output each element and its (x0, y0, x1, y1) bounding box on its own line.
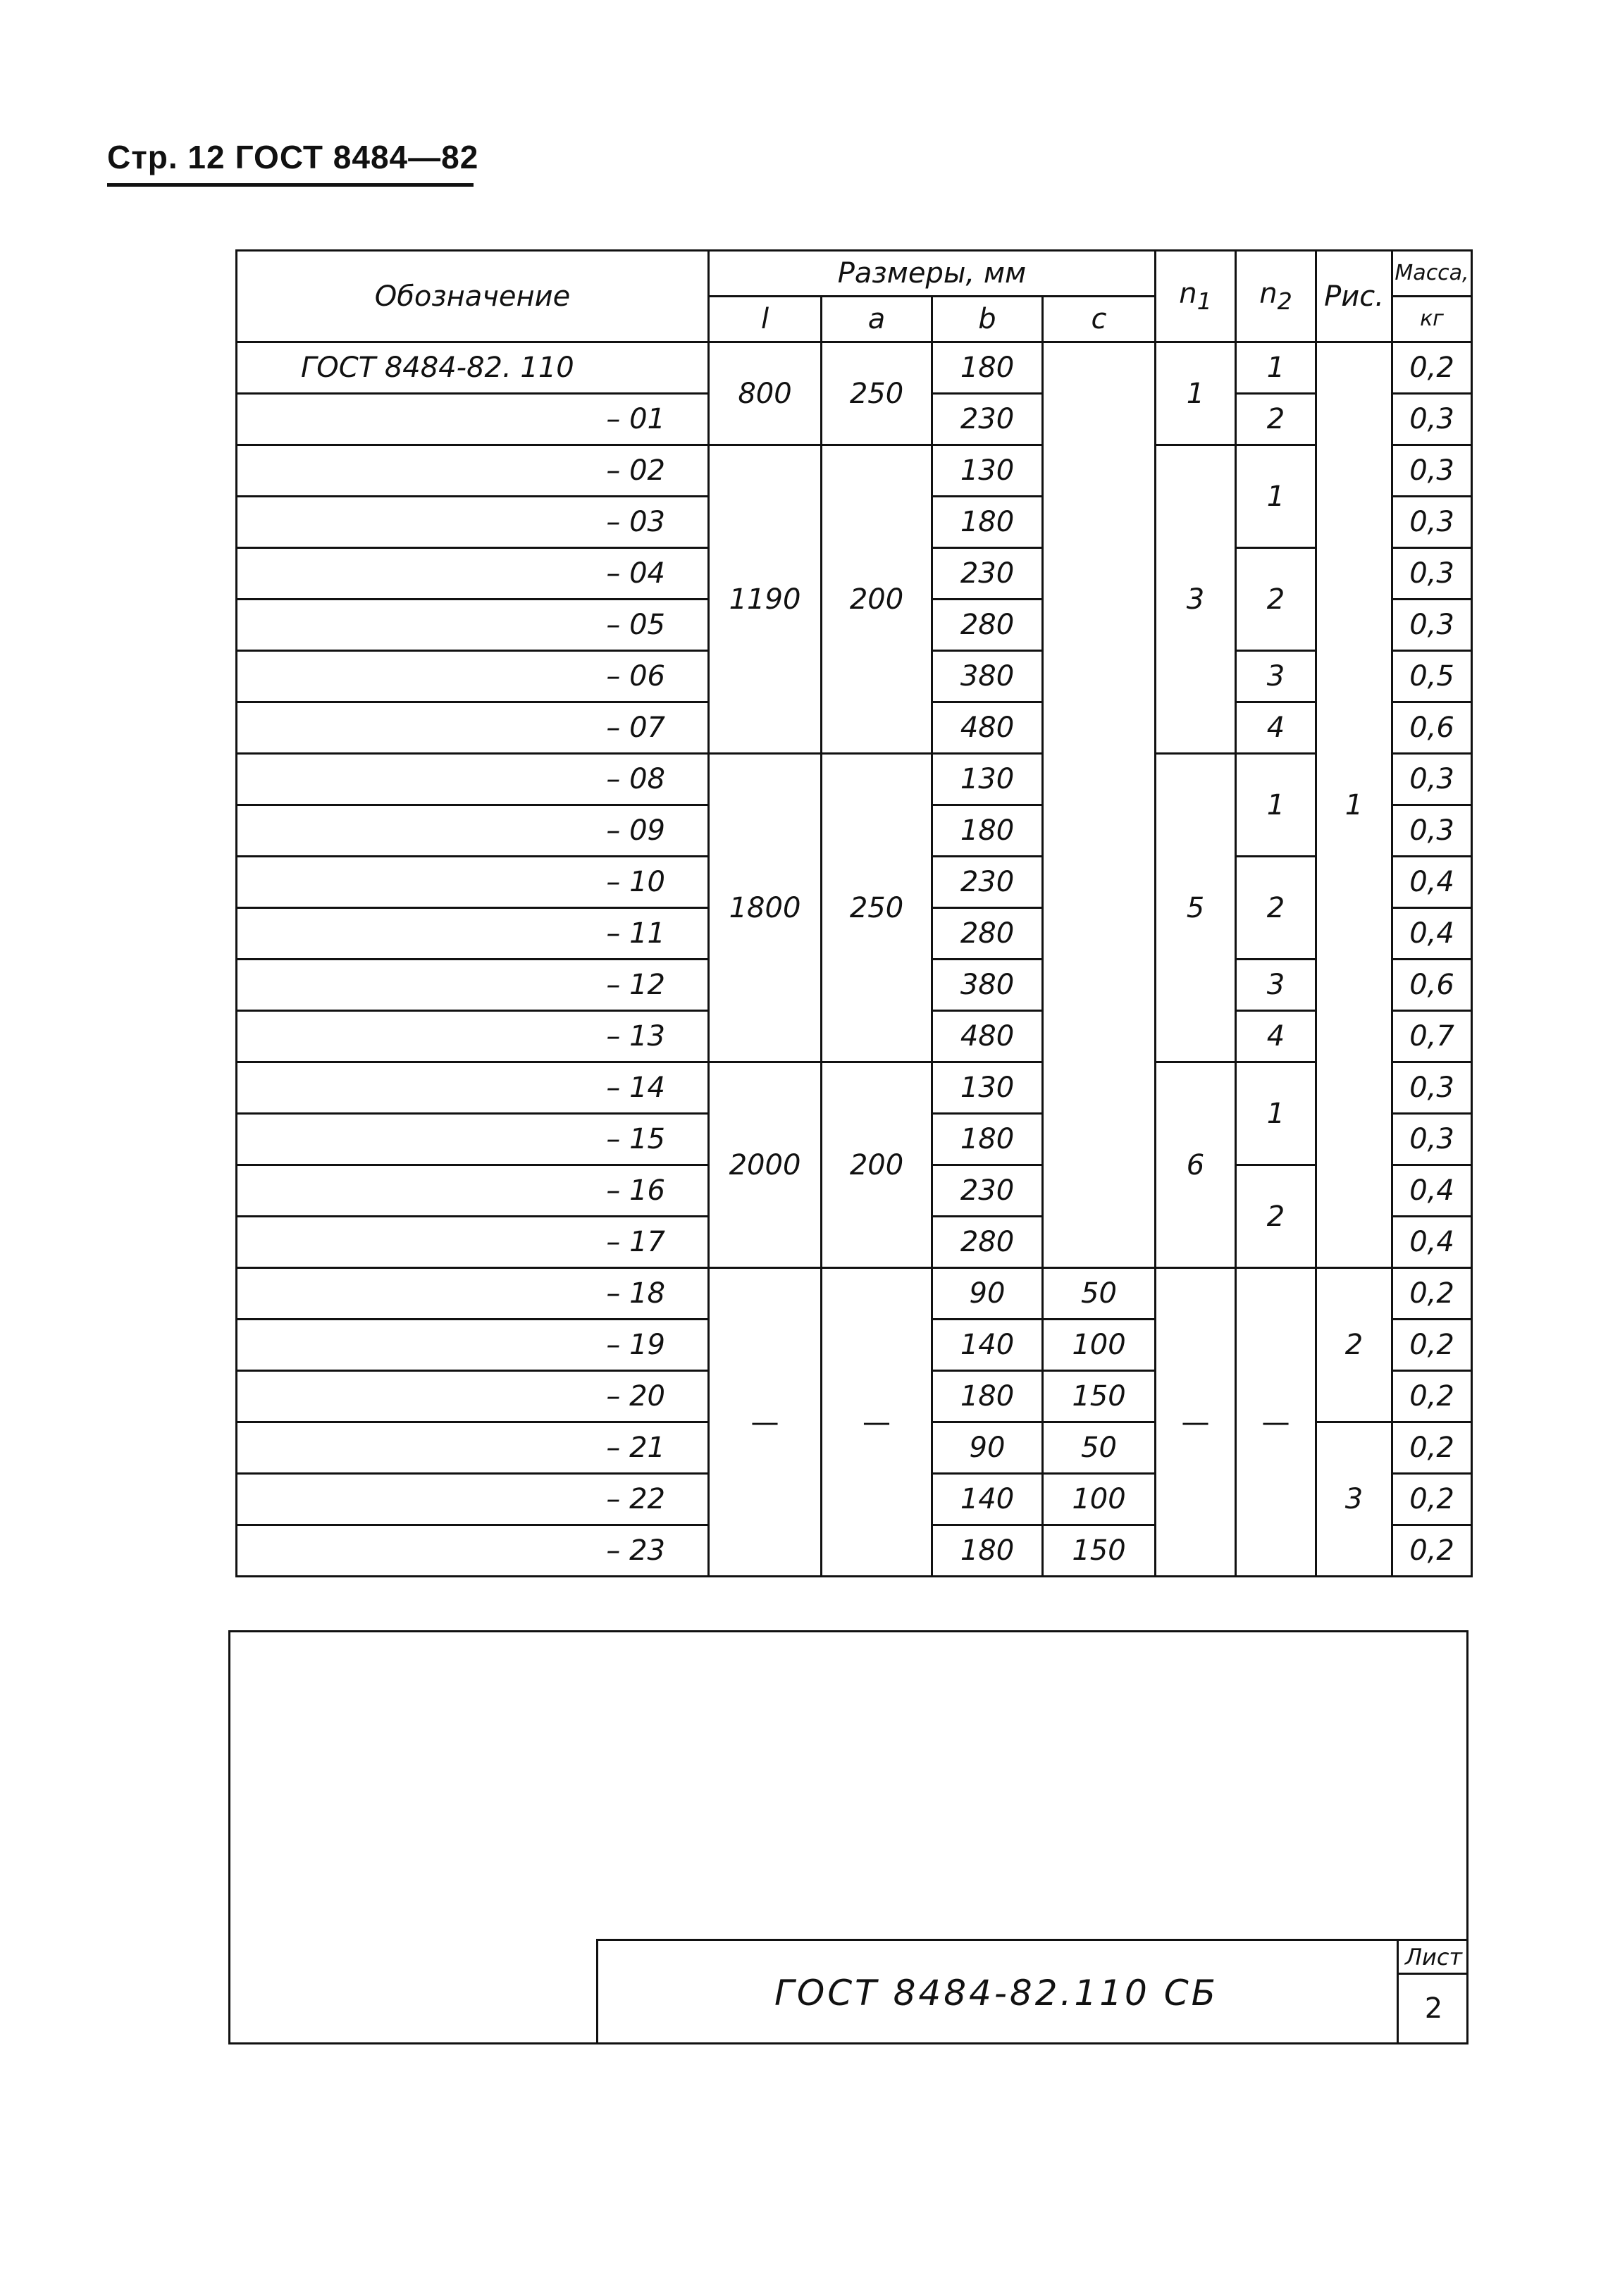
n2-cell: 1 (1236, 754, 1316, 857)
designation-cell: – 03 (237, 497, 709, 548)
n1-cell: 1 (1156, 342, 1236, 445)
table-row (237, 342, 1472, 394)
mass-cell: 0,7 (1392, 1011, 1472, 1062)
spec-table (235, 249, 1473, 1577)
b-cell: 180 (932, 805, 1043, 857)
b-cell: 180 (932, 1371, 1043, 1422)
mass-cell: 0,3 (1392, 1114, 1472, 1165)
mass-cell: 0,3 (1392, 754, 1472, 805)
sheet-label: Лист (1399, 1941, 1468, 1975)
n2-cell: 2 (1236, 394, 1316, 445)
a-cell: 200 (822, 445, 932, 754)
designation-cell: – 04 (237, 548, 709, 600)
mass-cell: 0,5 (1392, 651, 1472, 702)
header-n2: $n_2$ (1236, 251, 1316, 342)
table-row (237, 1062, 1472, 1114)
header-b: b (932, 297, 1043, 342)
b-cell: 230 (932, 1165, 1043, 1217)
designation-cell: – 21 (237, 1422, 709, 1474)
b-cell: 130 (932, 754, 1043, 805)
b-cell: 130 (932, 445, 1043, 497)
header-row-1 (237, 251, 1472, 297)
designation-cell: – 20 (237, 1371, 709, 1422)
c-cell-empty (1043, 342, 1156, 1268)
c-cell: 150 (1043, 1525, 1156, 1577)
mass-cell: 0,3 (1392, 394, 1472, 445)
table-row (237, 445, 1472, 497)
a-cell: 250 (822, 342, 932, 445)
designation-cell: – 16 (237, 1165, 709, 1217)
table-row (237, 1268, 1472, 1320)
n2-cell: 2 (1236, 857, 1316, 960)
mass-cell: 0,2 (1392, 1474, 1472, 1525)
designation-cell: – 07 (237, 702, 709, 754)
mass-cell: 0,6 (1392, 702, 1472, 754)
n1-cell: 5 (1156, 754, 1236, 1062)
fig-cell: 2 (1316, 1268, 1392, 1422)
b-cell: 140 (932, 1320, 1043, 1371)
header-rule (107, 183, 474, 187)
sheet-box (1397, 1941, 1468, 2044)
header-dimensions: Размеры, мм (709, 251, 1156, 297)
a-cell: 250 (822, 754, 932, 1062)
b-cell: 280 (932, 1217, 1043, 1268)
n2-cell: 4 (1236, 1011, 1316, 1062)
mass-cell: 0,4 (1392, 857, 1472, 908)
designation-cell: – 17 (237, 1217, 709, 1268)
designation-cell: – 12 (237, 960, 709, 1011)
title-block (596, 1939, 1468, 2044)
l-cell: 800 (709, 342, 822, 445)
b-cell: 280 (932, 600, 1043, 651)
c-cell: 100 (1043, 1320, 1156, 1371)
header-c: c (1043, 297, 1156, 342)
designation-cell: – 02 (237, 445, 709, 497)
n2-cell: 4 (1236, 702, 1316, 754)
n2-cell: — (1236, 1268, 1316, 1577)
header-mass: Масса, (1392, 251, 1472, 297)
l-cell: 2000 (709, 1062, 822, 1268)
b-cell: 130 (932, 1062, 1043, 1114)
designation-cell: – 15 (237, 1114, 709, 1165)
header-designation: Обозначение (237, 251, 709, 342)
mass-cell: 0,2 (1392, 1320, 1472, 1371)
b-cell: 90 (932, 1422, 1043, 1474)
n1-cell: 3 (1156, 445, 1236, 754)
b-cell: 140 (932, 1474, 1043, 1525)
header-n1: $n_1$ (1156, 251, 1236, 342)
header-fig: Рис. (1316, 251, 1392, 342)
n1-cell: 6 (1156, 1062, 1236, 1268)
b-cell: 230 (932, 548, 1043, 600)
n2-cell: 2 (1236, 548, 1316, 651)
a-cell: 200 (822, 1062, 932, 1268)
b-cell: 180 (932, 1525, 1043, 1577)
designation-cell: – 10 (237, 857, 709, 908)
designation-cell: – 11 (237, 908, 709, 960)
mass-cell: 0,4 (1392, 1217, 1472, 1268)
fig-cell: 1 (1316, 342, 1392, 1268)
n2-cell: 1 (1236, 1062, 1316, 1165)
c-cell: 50 (1043, 1268, 1156, 1320)
fig-cell: 3 (1316, 1422, 1392, 1577)
designation-cell: ГОСТ 8484-82. 110 (237, 342, 709, 394)
b-cell: 480 (932, 1011, 1043, 1062)
header-mass-unit: кг (1392, 297, 1472, 342)
b-cell: 480 (932, 702, 1043, 754)
designation-cell: – 08 (237, 754, 709, 805)
mass-cell: 0,2 (1392, 1525, 1472, 1577)
mass-cell: 0,3 (1392, 805, 1472, 857)
table-row (237, 754, 1472, 805)
n2-cell: 1 (1236, 445, 1316, 548)
mass-cell: 0,6 (1392, 960, 1472, 1011)
b-cell: 180 (932, 342, 1043, 394)
n2-cell: 3 (1236, 960, 1316, 1011)
mass-cell: 0,4 (1392, 908, 1472, 960)
mass-cell: 0,3 (1392, 548, 1472, 600)
n1-cell: — (1156, 1268, 1236, 1577)
c-cell: 100 (1043, 1474, 1156, 1525)
n2-cell: 3 (1236, 651, 1316, 702)
page-number: Стр. 12 (107, 139, 225, 175)
b-cell: 90 (932, 1268, 1043, 1320)
mass-cell: 0,3 (1392, 1062, 1472, 1114)
b-cell: 230 (932, 857, 1043, 908)
designation-cell: – 19 (237, 1320, 709, 1371)
l-cell: 1800 (709, 754, 822, 1062)
mass-cell: 0,2 (1392, 1422, 1472, 1474)
n2-cell: 1 (1236, 342, 1316, 394)
b-cell: 230 (932, 394, 1043, 445)
mass-cell: 0,4 (1392, 1165, 1472, 1217)
designation-cell: – 23 (237, 1525, 709, 1577)
designation-cell: – 01 (237, 394, 709, 445)
mass-cell: 0,2 (1392, 1371, 1472, 1422)
mass-cell: 0,2 (1392, 1268, 1472, 1320)
mass-cell: 0,3 (1392, 445, 1472, 497)
c-cell: 150 (1043, 1371, 1156, 1422)
mass-cell: 0,2 (1392, 342, 1472, 394)
designation-cell: – 09 (237, 805, 709, 857)
b-cell: 280 (932, 908, 1043, 960)
b-cell: 380 (932, 651, 1043, 702)
l-cell: — (709, 1268, 822, 1577)
page-header (107, 138, 478, 176)
c-cell: 50 (1043, 1422, 1156, 1474)
document-code: ГОСТ 8484-82.110 СБ (774, 1972, 1218, 2013)
mass-cell: 0,3 (1392, 497, 1472, 548)
n2-cell: 2 (1236, 1165, 1316, 1268)
designation-cell: – 14 (237, 1062, 709, 1114)
b-cell: 380 (932, 960, 1043, 1011)
designation-cell: – 06 (237, 651, 709, 702)
standard-number: ГОСТ 8484—82 (235, 139, 479, 175)
mass-cell: 0,3 (1392, 600, 1472, 651)
l-cell: 1190 (709, 445, 822, 754)
b-cell: 180 (932, 497, 1043, 548)
designation-cell: – 05 (237, 600, 709, 651)
b-cell: 180 (932, 1114, 1043, 1165)
header-a: a (822, 297, 932, 342)
designation-cell: – 22 (237, 1474, 709, 1525)
a-cell: — (822, 1268, 932, 1577)
sheet-number: 2 (1424, 1992, 1443, 2025)
header-l: l (709, 297, 822, 342)
designation-cell: – 13 (237, 1011, 709, 1062)
designation-cell: – 18 (237, 1268, 709, 1320)
